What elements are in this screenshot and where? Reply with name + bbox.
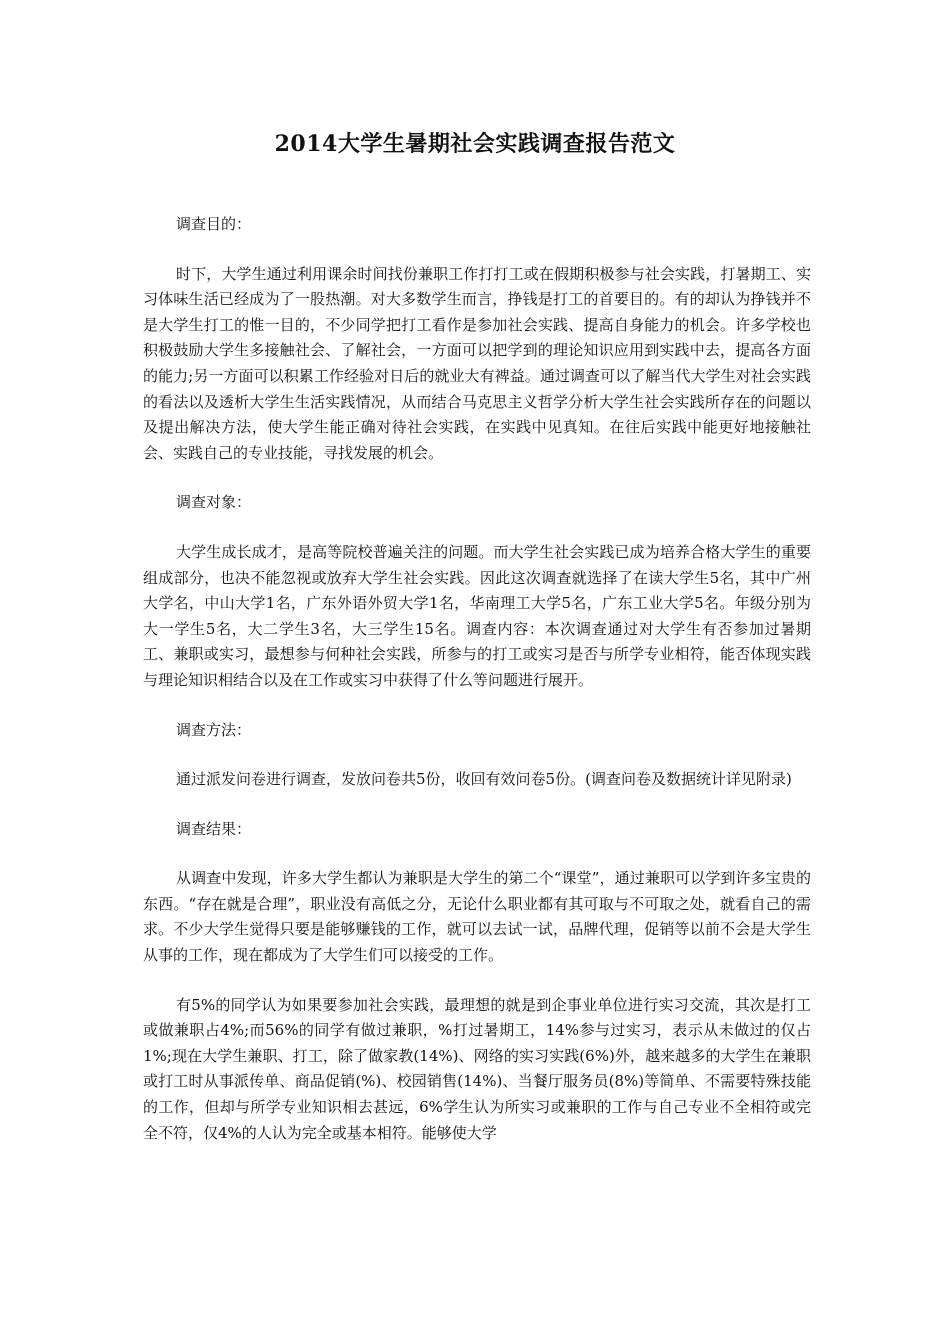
- paragraph-purpose: 时下，大学生通过利用课余时间找份兼职工作打打工或在假期积极参与社会实践，打暑期工、实习体味生活已经成为了一股热潮。对大多数学生而言，挣钱是打工的首要目的。有的却认为挣钱并不是大学生打工的惟一目的，不少同学把打工看作是参加社会实践、提高自身能力的机会。许多学校也积极鼓励大学生多接触社会、了解社会，一方面可以把学到的理论知识应用到实践中去，提高各方面的能力;另一方面可以积累工作经验对日后的就业大有裨益。通过调查可以了解当代大学生对社会实践的看法以及透析大学生生活实践情况，从而结合马克思主义哲学分析大学生社会实践所存在的问题以及提出解决方法，使大学生能正确对待社会实践，在实践中见真知。在往后实践中能更好地接触社会、实践自己的专业技能，寻找发展的机会。: [143, 264, 811, 462]
- paragraph-results-2: 有5%的同学认为如果要参加社会实践，最理想的就是到企事业单位进行实习交流，其次是打工或做兼职占4%;而56%的同学有做过兼职，%打过暑期工，14%参与过实习，表示从未做过的仅占1%;现在大学生兼职、打工，除了做家教(14%)、网络的实习实践(6%)外，越来越多的大学生在兼职或打工时从事派传单、商品促销(%)、校园销售(14%)、当餐厅服务员(8%)等简单、不需要特殊技能的工作，但却与所学专业知识相去甚远，6%学生认为所实习或兼职的工作与自己专业不全相符或完全不符，仅4%的人认为完全或基本相符。能够使大学: [143, 995, 811, 1142]
- document-body: [143, 212, 811, 1146]
- document-title: 2014大学生暑期社会实践调查报告范文: [274, 131, 676, 157]
- section-heading-purpose: 调查目的：: [176, 215, 252, 233]
- section-heading-subjects: 调查对象：: [176, 493, 252, 512]
- paragraph-subjects: 大学生成长成才，是高等院校普遍关注的问题。而大学生社会实践已成为培养合格大学生的重要组成部分，也决不能忽视或放弃大学生社会实践。因此这次调查就选择了在读大学生5名，其中广州大学名，中山大学1名，广东外语外贸大学1名，华南理工大学5名，广东工业大学5名。年级分别为大一学生5名，大二学生3名，大三学生15名。调查内容：本次调查通过对大学生有否参加过暑期工、兼职或实习，最想参与何种社会实践，所参与的打工或实习是否与所学专业相符，能否体现实践与理论知识相结合以及在工作或实习中获得了什么等问题进行展开。: [143, 542, 811, 689]
- section-heading-method: 调查方法：: [176, 720, 252, 739]
- paragraph-results-1: 从调查中发现，许多大学生都认为兼职是大学生的第二个“课堂”，通过兼职可以学到许多宝贵的东西。“存在就是合理”，职业没有高低之分，无论什么职业都有其可取与不可取之处，就看自己的需求。不少大学生觉得只要是能够赚钱的工作，就可以去试一试，品牌代理，促销等以前不会是大学生从事的工作，现在都成为了大学生们可以接受的工作。: [143, 869, 811, 965]
- section-heading-results: 调查结果：: [176, 819, 252, 838]
- paragraph-method: 通过派发问卷进行调查，发放问卷共5份，收回有效问卷5份。(调查问卷及数据统计详见附录): [176, 770, 792, 789]
